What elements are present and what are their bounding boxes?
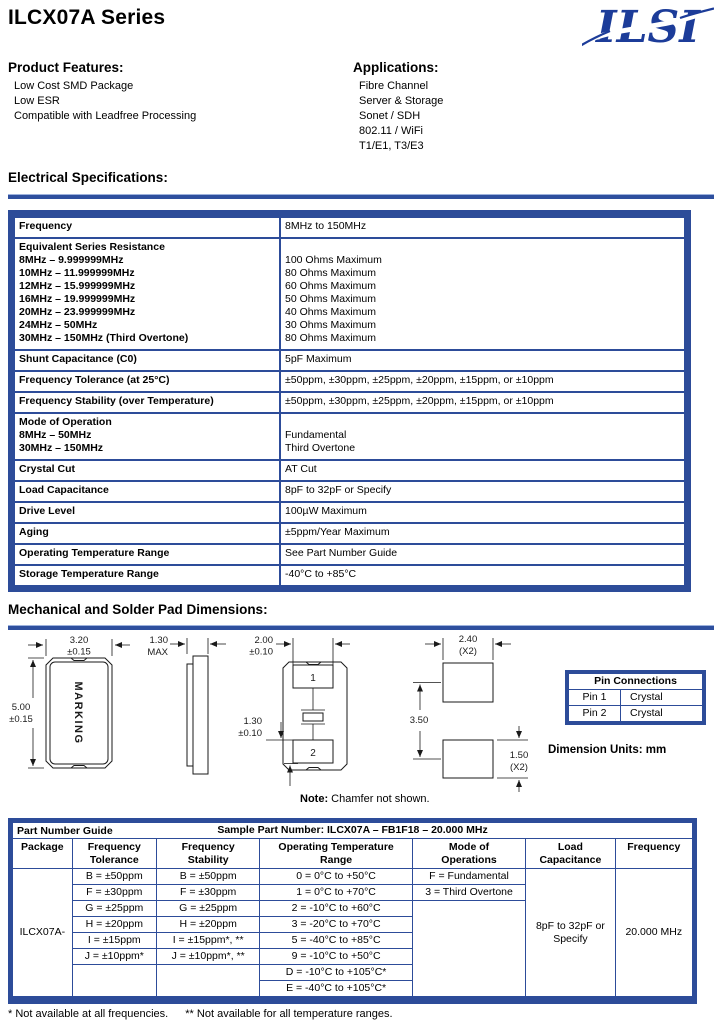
dimension-units-label: Dimension Units: mm: [548, 744, 667, 756]
spec-value: ±50ppm, ±30ppm, ±25ppm, ±20ppm, ±15ppm, or ±10ppm: [285, 395, 554, 407]
spec-row: [14, 481, 685, 502]
section-rule: [8, 625, 714, 630]
pn-tolerance-empty: [72, 965, 156, 997]
applications-block: [353, 60, 443, 154]
pn-stability-option: B = ±50ppm: [156, 869, 260, 885]
application-item: 802.11 / WiFi: [359, 125, 423, 137]
pad2-label: 2: [310, 748, 316, 759]
page-title: ILCX07A Series: [8, 6, 166, 29]
pn-stability-empty: [156, 965, 260, 997]
electrical-specs-table: [8, 210, 691, 592]
dim-body-width-tol: ±0.15: [67, 646, 91, 658]
pn-mode-option: 3 = Third Overtone: [412, 885, 526, 901]
application-item: T1/E1, T3/E3: [359, 140, 424, 152]
pin-row: [569, 706, 703, 722]
spec-label: 30MHz – 150MHz (Third Overtone): [19, 332, 189, 344]
spec-label: 10MHz – 11.999999MHz: [19, 267, 135, 279]
spec-label: Frequency: [19, 220, 73, 232]
package-top-view: [9, 635, 130, 768]
pin-row: [569, 690, 703, 706]
applications-heading: Applications:: [353, 60, 439, 75]
spec-value: See Part Number Guide: [285, 547, 398, 559]
dim-pad-offset: 1.30: [243, 716, 262, 727]
pn-temp-option: 3 = -20°C to +70°C: [260, 917, 412, 933]
pn-temp-option: E = -40°C to +105°C*: [260, 981, 412, 997]
dim-solderpad-height-qty: (X2): [510, 762, 528, 773]
pn-col-stability2: Stability: [187, 854, 229, 866]
dim-body-height-tol: ±0.15: [9, 714, 33, 725]
pn-col-tolerance2: Tolerance: [89, 854, 139, 866]
spec-label: 12MHz – 15.999999MHz: [19, 280, 136, 292]
spec-label: 20MHz – 23.999999MHz: [19, 306, 136, 318]
dim-pad-pitch: 3.50: [409, 715, 429, 726]
pin-table-header: [569, 674, 703, 690]
section-rule: [8, 194, 714, 199]
pn-col-mode2: Operations: [441, 854, 497, 866]
pn-stability-option: I = ±15ppm*, **: [156, 933, 260, 949]
applications-list: [353, 79, 443, 154]
product-features-block: [8, 60, 196, 124]
spec-label: 8MHz – 50MHz: [19, 429, 92, 441]
spec-label: Frequency Stability (over Temperature): [19, 395, 214, 407]
dim-thickness: 1.30: [149, 635, 168, 646]
pin-connection: Crystal: [621, 690, 703, 706]
pn-tolerance-option: I = ±15ppm: [72, 933, 156, 949]
spec-value: 5pF Maximum: [285, 353, 352, 365]
pn-data-row: [13, 869, 693, 885]
logo-wordmark: ILSI: [596, 2, 700, 52]
spec-label: 16MHz – 19.999999MHz: [19, 293, 136, 305]
spec-value: 8pF to 32pF or Specify: [285, 484, 392, 496]
spec-row: [14, 502, 685, 523]
spec-label: Shunt Capacitance (C0): [19, 353, 137, 365]
product-features-list: [8, 79, 196, 124]
dim-pad-width: 2.00: [254, 635, 273, 646]
spec-row: [14, 238, 685, 350]
spec-row: [14, 392, 685, 413]
spec-label: 24MHz – 50MHz: [19, 319, 98, 331]
pn-package-value: ILCX07A-: [13, 869, 73, 997]
land-pattern-view: [238, 635, 350, 786]
mechanical-heading: Mechanical and Solder Pad Dimensions:: [8, 602, 268, 617]
spec-value: 100µW Maximum: [285, 505, 367, 517]
spec-label: 8MHz – 9.999999MHz: [19, 254, 124, 266]
pad1-label: 1: [310, 673, 316, 684]
pn-temp-option: 5 = -40°C to +85°C: [260, 933, 412, 949]
application-item: Sonet / SDH: [359, 110, 421, 122]
feature-item: Low ESR: [14, 95, 60, 107]
pn-temp-option: 1 = 0°C to +70°C: [260, 885, 412, 901]
pn-tolerance-option: J = ±10ppm*: [72, 949, 156, 965]
pn-load-value: 8pF to 32pF or Specify: [526, 869, 615, 997]
footnote-temperature: ** Not available for all temperature ranges.: [185, 1008, 393, 1020]
spec-label: Load Capacitance: [19, 484, 109, 496]
pn-tolerance-option: H = ±20ppm: [72, 917, 156, 933]
electrical-heading: Electrical Specifications:: [8, 170, 168, 185]
pn-col-frequency: Frequency: [627, 841, 681, 853]
spec-row: [14, 544, 685, 565]
spec-value: 80 Ohms Maximum: [285, 332, 377, 344]
spec-value: 80 Ohms Maximum: [285, 267, 377, 279]
application-item: Fibre Channel: [359, 80, 429, 92]
dim-pad-offset-tol: ±0.10: [238, 728, 262, 739]
pin-number: Pin 2: [569, 706, 621, 722]
spec-value: 8MHz to 150MHz: [285, 220, 367, 232]
spec-row: [14, 350, 685, 371]
spec-value: 100 Ohms Maximum: [285, 254, 382, 266]
note-text: Chamfer not shown.: [331, 793, 430, 805]
spec-label: 30MHz – 150MHz: [19, 442, 104, 454]
spec-value: Third Overtone: [285, 442, 356, 454]
spec-label: Operating Temperature Range: [19, 547, 170, 559]
pin-table-title: Pin Connections: [569, 674, 703, 690]
pn-stability-option: G = ±25ppm: [156, 901, 260, 917]
solder-pad-view: [410, 634, 529, 792]
pn-title-row: [13, 823, 693, 839]
dim-solderpad-height: 1.50: [509, 750, 529, 761]
pn-col-mode: Mode of: [448, 841, 490, 853]
pn-temp-option: 2 = -10°C to +60°C: [260, 901, 412, 917]
dim-solderpad-width-qty: (X2): [459, 646, 477, 657]
ilsi-logo: [582, 2, 714, 52]
pn-stability-option: H = ±20ppm: [156, 917, 260, 933]
pin-number: Pin 1: [569, 690, 621, 706]
spec-label: Storage Temperature Range: [19, 568, 159, 580]
spec-value: Fundamental: [285, 429, 347, 441]
spec-label: Crystal Cut: [19, 463, 76, 475]
dim-body-height: 5.00: [11, 702, 31, 713]
spec-label: Frequency Tolerance (at 25°C): [19, 374, 170, 386]
spec-row: [14, 217, 685, 238]
application-item: Server & Storage: [359, 95, 444, 107]
spec-value: [285, 416, 680, 429]
spec-row: [14, 523, 685, 544]
feature-item: Low Cost SMD Package: [14, 80, 134, 92]
note-label: Note:: [300, 793, 329, 805]
spec-row: [14, 565, 685, 586]
pn-tolerance-option: G = ±25ppm: [72, 901, 156, 917]
dim-body-width: 3.20: [69, 635, 89, 646]
spec-row: [14, 371, 685, 392]
pn-col-tolerance: Frequency: [87, 841, 141, 853]
spec-value: ±5ppm/Year Maximum: [285, 526, 390, 538]
pin-connection: Crystal: [621, 706, 703, 722]
spec-label: Drive Level: [19, 505, 76, 517]
pn-guide-title: Part Number Guide: [17, 825, 113, 837]
pn-col-load: Load: [557, 841, 583, 853]
pn-sample-number: Sample Part Number: ILCX07A – FB1F18 – 20.000 MHz: [217, 824, 488, 836]
spec-value: 60 Ohms Maximum: [285, 280, 377, 292]
spec-label: Mode of Operation: [19, 416, 112, 428]
product-features-heading: Product Features:: [8, 60, 124, 75]
pn-col-stability: Frequency: [181, 841, 235, 853]
pn-tolerance-option: F = ±30ppm: [72, 885, 156, 901]
pn-col-temp: Operating Temperature: [278, 841, 394, 853]
part-number-guide-table: [8, 818, 697, 1004]
spec-label: Equivalent Series Resistance: [19, 241, 165, 253]
pn-col-temp2: Range: [320, 854, 353, 866]
pn-header-row: [13, 839, 693, 869]
pin-connections-table: [565, 670, 706, 725]
pn-temp-option: D = -10°C to +105°C*: [260, 965, 412, 981]
pn-mode-option: F = Fundamental: [412, 869, 526, 885]
pn-frequency-value: 20.000 MHz: [615, 869, 692, 997]
spec-value: [285, 241, 680, 254]
pn-mode-empty: [412, 901, 526, 997]
spec-label: Aging: [19, 526, 49, 538]
dim-thickness-max: MAX: [147, 647, 168, 658]
pn-temp-option: 0 = 0°C to +50°C: [260, 869, 412, 885]
footnote-frequencies: * Not available at all frequencies.: [8, 1008, 169, 1020]
feature-item: Compatible with Leadfree Processing: [14, 110, 197, 122]
footnotes: [8, 1008, 393, 1020]
pn-temp-option: 9 = -10°C to +50°C: [260, 949, 412, 965]
spec-value: ±50ppm, ±30ppm, ±25ppm, ±20ppm, ±15ppm, or ±10ppm: [285, 374, 554, 386]
spec-value: AT Cut: [285, 463, 317, 475]
spec-row: [14, 460, 685, 481]
spec-value: 30 Ohms Maximum: [285, 319, 377, 331]
ilsi-logo-icon: [582, 2, 714, 52]
package-side-view: [147, 635, 226, 774]
marking-label: MARKING: [72, 681, 84, 745]
pn-tolerance-option: B = ±50ppm: [72, 869, 156, 885]
spec-value: -40°C to +85°C: [285, 568, 357, 580]
pn-col-load2: Capacitance: [539, 854, 602, 866]
dim-pad-width-tol: ±0.10: [249, 646, 273, 658]
chamfer-note: [300, 793, 430, 805]
spec-row: [14, 413, 685, 460]
pn-col-package: Package: [21, 841, 64, 853]
spec-value: 40 Ohms Maximum: [285, 306, 377, 318]
spec-value: 50 Ohms Maximum: [285, 293, 377, 305]
pn-stability-option: J = ±10ppm*, **: [156, 949, 260, 965]
dim-solderpad-width: 2.40: [458, 634, 478, 645]
pn-stability-option: F = ±30ppm: [156, 885, 260, 901]
